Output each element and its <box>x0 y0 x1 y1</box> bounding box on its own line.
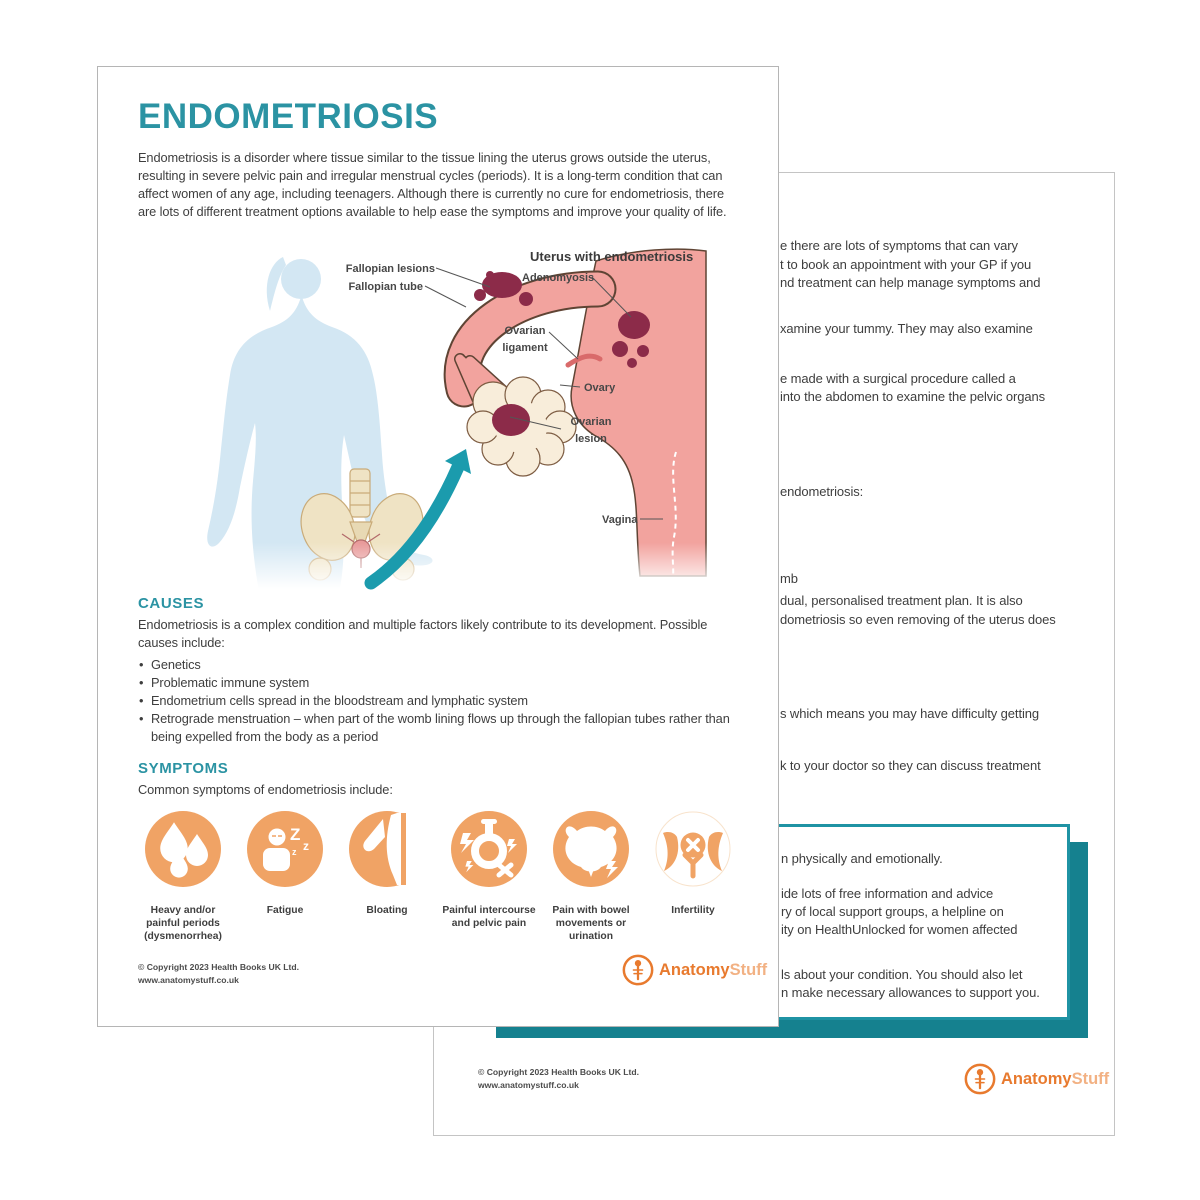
support-box-text-fragment: ide lots of free information and advice <box>781 886 994 901</box>
period-drops-icon <box>145 811 221 887</box>
infertility-icon <box>655 811 731 887</box>
label-ovarian-ligament: ligament <box>502 342 548 354</box>
bladder-pain-icon <box>553 811 629 887</box>
symptom-item <box>438 811 540 943</box>
label-ovary: Ovary <box>584 382 616 394</box>
anatomystuff-logo <box>963 1062 1109 1096</box>
logo-word-anatomy: Anatomy <box>1001 1069 1072 1088</box>
back-text-fragment: e there are lots of symptoms that can vary <box>780 238 1018 253</box>
logo-word-stuff: Stuff <box>729 960 768 979</box>
support-box-text-fragment: ls about your condition. You should also let <box>781 967 1023 982</box>
back-text-fragment: e made with a surgical procedure called a <box>780 371 1016 386</box>
anatomy-diagram <box>128 237 748 597</box>
causes-list-item: • Retrograde menstruation – when part of the womb lining flows up through the fallopian tubes rather than being expelled from the body as a period <box>138 710 738 746</box>
website-url: www.anatomystuff.co.uk <box>478 1080 579 1090</box>
front-page-footer <box>138 961 299 987</box>
logo-word-anatomy: Anatomy <box>659 960 730 979</box>
symptom-label: Heavy and/or painful periods (dysmenorrhea) <box>144 905 222 942</box>
label-adenomyosis: Adenomyosis <box>522 272 595 284</box>
symptom-item <box>336 811 438 943</box>
causes-intro: Endometriosis is a complex condition and multiple factors likely contribute to its development. Possible causes include: <box>138 617 708 650</box>
bloating-icon <box>349 811 425 887</box>
symptoms-heading: SYMPTOMS <box>138 760 229 777</box>
symptom-item <box>540 811 642 943</box>
symptom-item <box>642 811 744 943</box>
page-title: ENDOMETRIOSIS <box>138 97 439 136</box>
causes-list <box>138 656 738 746</box>
back-text-fragment: endometriosis: <box>780 484 864 499</box>
fatigue-icon <box>247 811 323 887</box>
back-text-fragment: mb <box>780 571 798 586</box>
anatomystuff-logo <box>621 953 767 987</box>
support-box-text-fragment: ity on HealthUnlocked for women affected <box>781 922 1018 937</box>
back-text-fragment: s which means you may have difficulty getting <box>780 706 1040 721</box>
symptom-icons-row <box>132 811 744 943</box>
symptom-label: Fatigue <box>266 905 304 916</box>
symptoms-intro: Common symptoms of endometriosis include: <box>138 782 393 797</box>
anatomystuff-logo-icon <box>963 1062 997 1096</box>
symptom-item <box>132 811 234 943</box>
label-ovarian-lesion: lesion <box>575 433 607 445</box>
svg-text:z: z <box>292 847 297 857</box>
label-vagina: Vagina <box>602 514 638 526</box>
label-fallopian-lesions: Fallopian lesions <box>345 263 435 275</box>
back-page-footer <box>478 1066 639 1092</box>
pelvic-pain-icon <box>451 811 527 887</box>
copyright-line: © Copyright 2023 Health Books UK Ltd. <box>138 962 300 972</box>
causes-list-item: • Endometrium cells spread in the bloodstream and lymphatic system <box>138 692 738 710</box>
causes-list-item: • Genetics <box>138 656 738 674</box>
causes-heading: CAUSES <box>138 595 205 612</box>
front-page <box>97 66 779 1027</box>
causes-list-item: • Problematic immune system <box>138 674 738 692</box>
back-text-fragment: nd treatment can help manage symptoms and <box>780 275 1041 290</box>
back-text-fragment: dometriosis so even removing of the uterus does <box>780 612 1056 627</box>
copyright-line: © Copyright 2023 Health Books UK Ltd. <box>478 1067 640 1077</box>
website-url: www.anatomystuff.co.uk <box>138 975 239 985</box>
logo-word-stuff: Stuff <box>1071 1069 1110 1088</box>
symptom-label: Pain with bowel movements or urination <box>552 905 630 942</box>
back-text-fragment: xamine your tummy. They may also examine <box>780 321 1033 336</box>
anatomystuff-logo-icon <box>621 953 655 987</box>
support-box-text-fragment: n physically and emotionally. <box>781 851 943 866</box>
symptom-label: Infertility <box>671 905 715 916</box>
support-box-text-fragment: ry of local support groups, a helpline on <box>781 904 1004 919</box>
symptom-item <box>234 811 336 943</box>
back-text-fragment: dual, personalised treatment plan. It is also <box>780 593 1023 608</box>
label-ovarian-lesion: Ovarian <box>570 416 612 428</box>
label-fallopian-tube: Fallopian tube <box>348 281 423 293</box>
back-text-fragment: k to your doctor so they can discuss treatment <box>780 758 1041 773</box>
symptom-label: Painful intercourse and pelvic pain <box>442 905 536 929</box>
symptom-label: Bloating <box>366 905 408 916</box>
svg-text:Z: Z <box>290 825 301 844</box>
diagram-caption: Uterus with endometriosis <box>530 249 694 264</box>
intro-paragraph: Endometriosis is a disorder where tissue similar to the tissue lining the uterus grows outside the uterus, resulting in severe pelvic pain and irregular menstrual cycles (periods). It is a long-term condition that can affect women of any age, including teenagers. Although there is currently no cure for endometriosis, there are lots of different treatment options available to help ease the symptoms and improve your quality of life. <box>138 150 727 219</box>
svg-text:z: z <box>303 839 309 853</box>
label-ovarian-ligament: Ovarian <box>504 325 546 337</box>
support-box-text-fragment: n make necessary allowances to support you. <box>781 985 1040 1000</box>
back-text-fragment: into the abdomen to examine the pelvic organs <box>780 389 1046 404</box>
back-text-fragment: t to book an appointment with your GP if you <box>780 257 1032 272</box>
